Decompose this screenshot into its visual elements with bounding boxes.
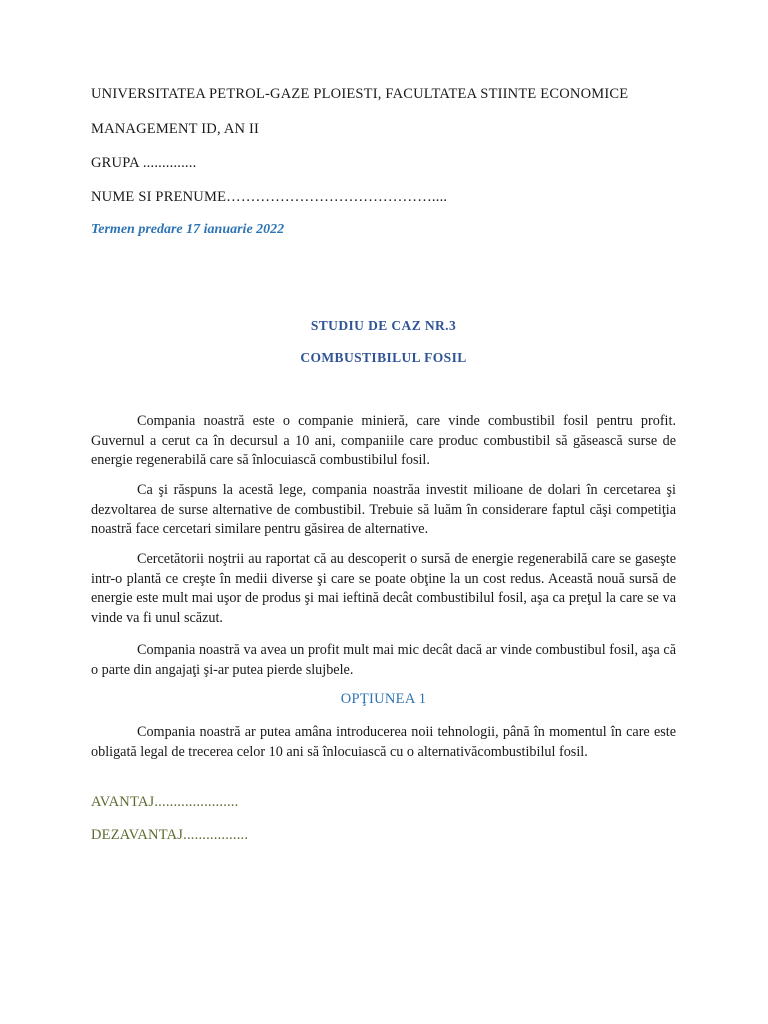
paragraph-4: Compania noastră va avea un profit mult mai mic decât dacă ar vinde combustibul fosil, aşa că o parte din angajaţi şi-ar putea pierde slujbele. [91, 642, 676, 678]
program-line: MANAGEMENT ID, AN II [91, 121, 260, 137]
case-study-title: STUDIU DE CAZ NR.3 [310, 318, 457, 333]
document-page [91, 0, 676, 1024]
group-line: GRUPA .............. [91, 155, 197, 171]
name-line: NUME SI PRENUME…………………………………….... [91, 189, 448, 205]
university-header: UNIVERSITATEA PETROL-GAZE PLOIESTI, FACULTATEA STIINTE ECONOMICE [91, 86, 629, 102]
paragraph-1: Compania noastră este o companie minieră, care vinde combustibil fosil pentru profit. Guvernul a cerut ca în decursul a 10 ani, companiile care produc combustibil să găsească surse de energie regenerabilă care să înlocuiască combustibilul fosil. [91, 413, 676, 468]
case-study-subject: COMBUSTIBILUL FOSIL [300, 350, 467, 365]
option-heading: OPŢIUNEA 1 [340, 691, 427, 707]
paragraph-2: Ca şi răspuns la acestă lege, compania noastrăa investit milioane de dolari în cercetarea şi dezvoltarea de surse alternative de combustibil. Trebuie să luăm în considerare faptul căşi competiţia noastră face cercetari similare pentru găsirea de alternative. [91, 482, 676, 537]
paragraph-3: Cercetătorii noştrii au raportat că au descoperit o sursă de energie regenerabilă care se gaseşte intr-o plantă ce creşte în medii diverse şi care se poate obţine la un cost redus. Această nouă sursă de energie este mult mai uşor de produs şi mai ieftină decât combustibilul fosil, aşa ca preţul la care se va vinde va fi unul scăzut. [91, 551, 676, 626]
disadvantage-field: DEZAVANTAJ................. [91, 827, 249, 843]
option-paragraph: Compania noastră ar putea amâna introducerea noii tehnologii, până în momentul în care este obligată legal de trecerea celor 10 ani să înlocuiască cu o alternativăcombustibilul fosil. [91, 724, 676, 760]
advantage-field: AVANTAJ...................... [91, 794, 239, 810]
deadline-text: Termen predare 17 ianuarie 2022 [91, 222, 285, 237]
